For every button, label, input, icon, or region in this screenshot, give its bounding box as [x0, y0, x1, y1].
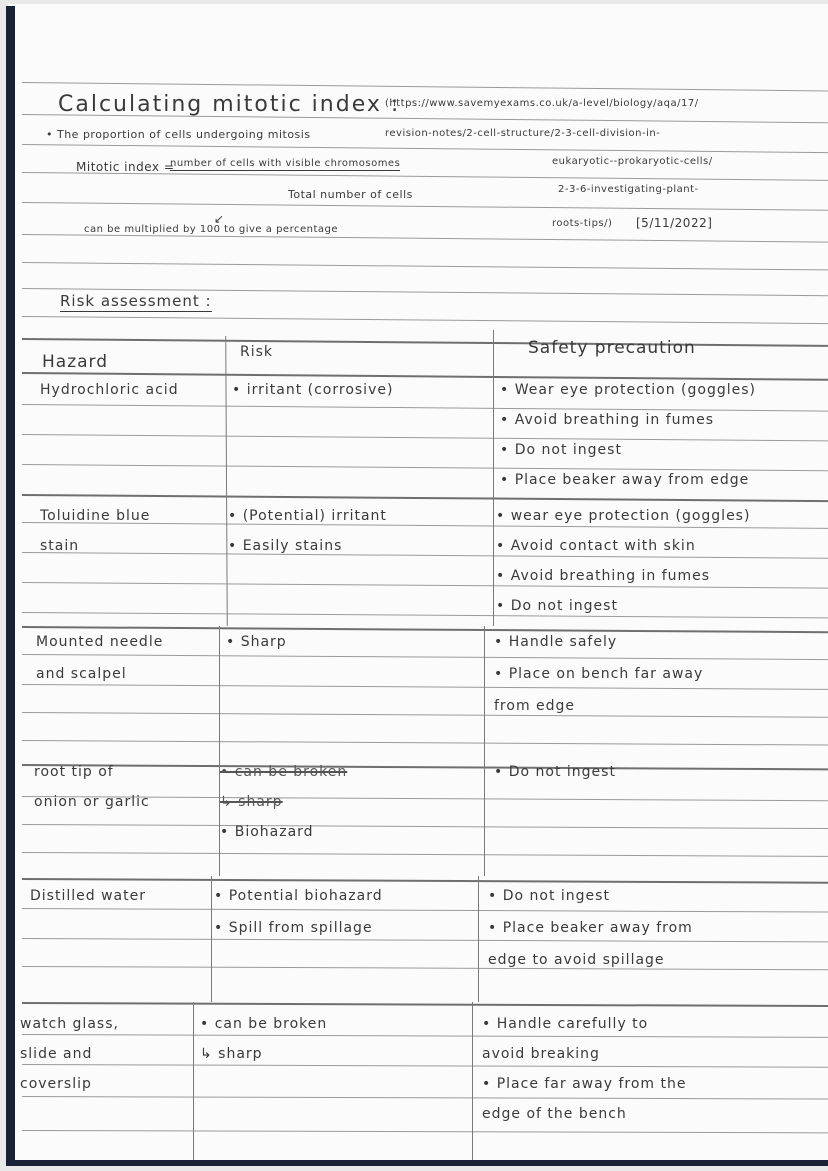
risk-cell-text-struck: ↳ sharp — [220, 794, 283, 810]
precaution-cell-text: edge to avoid spillage — [488, 952, 665, 968]
risk-cell-text: • Spill from spillage — [214, 920, 373, 936]
hazard-cell-text: slide and — [20, 1046, 93, 1062]
hazard-cell-text: and scalpel — [36, 666, 127, 682]
precaution-cell-text: • Handle carefully to — [482, 1016, 649, 1032]
formula-denominator: Total number of cells — [288, 188, 413, 201]
mitotic-definition-bullet: • The proportion of cells undergoing mitosis — [46, 128, 311, 141]
column-header-hazard: Hazard — [42, 352, 109, 372]
source-url-line-4: 2-3-6-investigating-plant- — [558, 184, 699, 195]
column-header-safety-precaution: Safety precaution — [528, 338, 696, 358]
precaution-cell-text: • Avoid breathing in fumes — [500, 412, 715, 428]
risk-cell-text: • Sharp — [226, 634, 287, 650]
hazard-cell-text: watch glass, — [20, 1016, 119, 1032]
precaution-cell-text: • Handle safely — [494, 634, 618, 650]
source-url-line-5: roots-tips/) — [552, 218, 613, 229]
source-url-line-2: revision-notes/2-cell-structure/2-3-cell-division-in- — [385, 128, 661, 139]
precaution-cell-text: • Place beaker away from — [488, 920, 693, 936]
column-divider-2a — [493, 330, 494, 626]
hazard-cell-text: root tip of — [34, 764, 114, 780]
hazard-cell-text: Distilled water — [30, 888, 146, 904]
risk-cell-text: • can be broken — [200, 1016, 328, 1032]
precaution-cell-text: • Do not ingest — [494, 764, 616, 780]
column-divider-2d — [472, 1002, 473, 1160]
mitotic-index-title: Calculating mitotic index : — [58, 92, 401, 117]
arrow-icon: ↙ — [214, 212, 226, 226]
precaution-cell-text: • Place far away from the — [482, 1076, 687, 1092]
column-divider-1c — [211, 876, 212, 1002]
column-header-risk: Risk — [240, 344, 274, 360]
precaution-cell-text: from edge — [494, 698, 576, 714]
notebook-bottom-edge — [6, 1160, 828, 1166]
formula-numerator: number of cells with visible chromosomes — [170, 158, 401, 169]
precaution-cell-text: • Do not ingest — [488, 888, 610, 904]
risk-cell-text: • (Potential) irritant — [228, 508, 387, 524]
risk-cell-text-struck: • can be broken — [220, 764, 348, 780]
risk-cell-text: • Potential biohazard — [214, 888, 383, 904]
precaution-cell-text: • Wear eye protection (goggles) — [500, 382, 757, 398]
column-divider-2b — [484, 626, 485, 876]
precaution-cell-text: • Do not ingest — [500, 442, 622, 458]
risk-assessment-heading: Risk assessment : — [60, 292, 212, 310]
precaution-cell-text: edge of the bench — [482, 1106, 627, 1122]
precaution-cell-text: • Place on bench far away — [494, 666, 704, 682]
hazard-cell-text: Toluidine blue — [40, 508, 151, 524]
precaution-cell-text: avoid breaking — [482, 1046, 600, 1062]
hazard-cell-text: Mounted needle — [36, 634, 164, 650]
column-divider-2c — [478, 876, 479, 1002]
access-date: [5/11/2022] — [636, 216, 713, 230]
hazard-cell-text: onion or garlic — [34, 794, 150, 810]
formula-label: Mitotic index = — [76, 160, 175, 174]
hazard-cell-text: Hydrochloric acid — [40, 382, 179, 398]
notebook-binding-edge — [6, 6, 15, 1164]
percentage-note: can be multiplied by 100 to give a percentage — [84, 224, 338, 235]
precaution-cell-text: • wear eye protection (goggles) — [496, 508, 751, 524]
risk-cell-text: • Biohazard — [220, 824, 314, 840]
source-url-line-1: (https://www.savemyexams.co.uk/a-level/biology/aqa/17/ — [385, 98, 699, 109]
risk-cell-text: ↳ sharp — [200, 1046, 263, 1062]
risk-cell-text: • Easily stains — [228, 538, 343, 554]
hazard-cell-text: coverslip — [20, 1076, 92, 1092]
precaution-cell-text: • Avoid breathing in fumes — [496, 568, 711, 584]
risk-cell-text: • irritant (corrosive) — [232, 382, 394, 398]
source-url-line-3: eukaryotic--prokaryotic-cells/ — [552, 156, 713, 167]
precaution-cell-text: • Do not ingest — [496, 598, 618, 614]
hazard-cell-text: stain — [40, 538, 80, 554]
column-divider-1d — [193, 1002, 194, 1160]
precaution-cell-text: • Avoid contact with skin — [496, 538, 696, 554]
precaution-cell-text: • Place beaker away from edge — [500, 472, 750, 488]
